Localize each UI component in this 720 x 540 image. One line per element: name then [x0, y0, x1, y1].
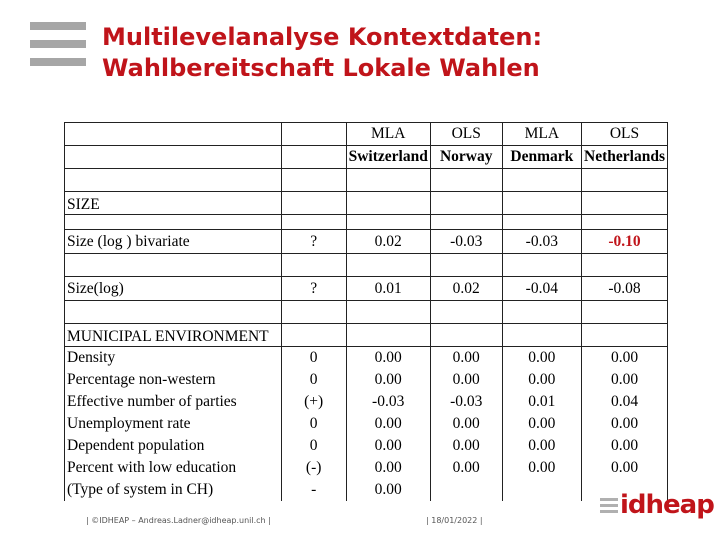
empty-cell: [281, 192, 346, 215]
row-label: Percentage non-western: [65, 369, 282, 391]
table-row: [65, 435, 668, 457]
table-cell: 0: [281, 369, 346, 391]
empty-cell: [65, 301, 282, 324]
empty-cell: [582, 192, 668, 215]
header-cell: Switzerland: [346, 146, 430, 169]
logo-bars-icon: [600, 498, 618, 516]
table-row: [65, 479, 668, 501]
row-label: Percent with low education: [65, 457, 282, 479]
table-cell: ?: [281, 277, 346, 301]
header-cell: [65, 146, 282, 169]
header-cell: Norway: [430, 146, 502, 169]
empty-cell: [430, 301, 502, 324]
empty-cell: [582, 301, 668, 324]
empty-cell: [582, 215, 668, 230]
table-row: [65, 254, 668, 277]
section-label: SIZE: [65, 192, 282, 215]
table-cell-highlight: -0.10: [582, 230, 668, 254]
table-cell: 0.00: [502, 435, 581, 457]
empty-cell: [281, 215, 346, 230]
table-cell: 0.00: [346, 435, 430, 457]
table-cell: 0.00: [582, 435, 668, 457]
header-cell: [65, 123, 282, 146]
empty-cell: [281, 169, 346, 192]
table-cell: 0.01: [502, 391, 581, 413]
table-cell: 0.00: [502, 347, 581, 370]
table-cell: (-): [281, 457, 346, 479]
row-label: Size (log ) bivariate: [65, 230, 282, 254]
row-label: (Type of system in CH): [65, 479, 282, 501]
table-cell: -0.04: [502, 277, 581, 301]
hamburger-icon[interactable]: [30, 22, 86, 74]
table-cell: 0.00: [346, 479, 430, 501]
empty-cell: [502, 192, 581, 215]
logo-text: idheap: [620, 490, 714, 520]
row-label: Density: [65, 347, 282, 370]
row-label: Unemployment rate: [65, 413, 282, 435]
table-row: [65, 169, 668, 192]
empty-cell: [346, 215, 430, 230]
table-row: [65, 369, 668, 391]
table-row: [65, 347, 668, 370]
table-cell: (+): [281, 391, 346, 413]
header-row-method: [65, 123, 668, 146]
header-row-country: [65, 146, 668, 169]
empty-cell: [502, 324, 581, 347]
idheap-logo: [600, 490, 714, 524]
table-cell: 0: [281, 413, 346, 435]
table-cell: 0.00: [582, 413, 668, 435]
table-cell: 0.01: [346, 277, 430, 301]
table-cell: -0.03: [430, 391, 502, 413]
header-cell: OLS: [582, 123, 668, 146]
empty-cell: [430, 254, 502, 277]
table-cell: ?: [281, 230, 346, 254]
table-cell: 0.00: [502, 457, 581, 479]
empty-cell: [346, 301, 430, 324]
table-row: [65, 301, 668, 324]
results-table-container: [64, 122, 668, 514]
table-cell: [502, 479, 581, 501]
empty-cell: [65, 254, 282, 277]
section-row-municipal: [65, 324, 668, 347]
slide-title: [102, 22, 702, 84]
empty-cell: [502, 169, 581, 192]
table-cell: 0.00: [502, 369, 581, 391]
header-cell: Netherlands: [582, 146, 668, 169]
results-table: [64, 122, 668, 501]
table-cell: 0.00: [502, 413, 581, 435]
table-row: [65, 391, 668, 413]
slide-title-line1: Multilevelanalyse Kontextdaten:: [102, 23, 543, 51]
table-cell: 0.02: [346, 230, 430, 254]
empty-cell: [346, 169, 430, 192]
empty-cell: [281, 301, 346, 324]
empty-cell: [346, 324, 430, 347]
empty-cell: [281, 254, 346, 277]
empty-cell: [582, 324, 668, 347]
section-row-size: [65, 192, 668, 215]
section-label: MUNICIPAL ENVIRONMENT: [65, 324, 282, 347]
empty-cell: [582, 169, 668, 192]
row-label: Dependent population: [65, 435, 282, 457]
hamburger-bar: [30, 58, 86, 66]
empty-cell: [430, 169, 502, 192]
table-cell: -0.03: [346, 391, 430, 413]
empty-cell: [502, 301, 581, 324]
table-row: [65, 230, 668, 254]
table-cell: 0: [281, 347, 346, 370]
empty-cell: [346, 254, 430, 277]
table-cell: -: [281, 479, 346, 501]
table-cell: 0.00: [346, 369, 430, 391]
table-row: [65, 457, 668, 479]
table-row: [65, 277, 668, 301]
empty-cell: [430, 192, 502, 215]
table-cell: 0.00: [346, 457, 430, 479]
empty-cell: [430, 324, 502, 347]
table-cell: 0.04: [582, 391, 668, 413]
footer-date: | 18/01/2022 |: [426, 516, 483, 525]
header-cell: MLA: [346, 123, 430, 146]
table-cell: -0.08: [582, 277, 668, 301]
table-cell: 0.00: [430, 413, 502, 435]
empty-cell: [65, 215, 282, 230]
table-cell: 0.00: [582, 369, 668, 391]
empty-cell: [502, 254, 581, 277]
header-cell: Denmark: [502, 146, 581, 169]
table-cell: 0.02: [430, 277, 502, 301]
slide-title-line2: Wahlbereitschaft Lokale Wahlen: [102, 54, 540, 82]
empty-cell: [65, 169, 282, 192]
table-cell: 0.00: [430, 369, 502, 391]
table-cell: 0.00: [346, 347, 430, 370]
table-cell: 0.00: [430, 435, 502, 457]
table-cell: -0.03: [430, 230, 502, 254]
footer-copyright: | ©IDHEAP – Andreas.Ladner@idheap.unil.ch |: [86, 516, 271, 525]
table-row: [65, 215, 668, 230]
table-cell: 0.00: [430, 457, 502, 479]
table-cell: [430, 479, 502, 501]
empty-cell: [502, 215, 581, 230]
empty-cell: [346, 192, 430, 215]
table-cell: 0.00: [346, 413, 430, 435]
table-cell: -0.03: [502, 230, 581, 254]
header-cell: OLS: [430, 123, 502, 146]
table-cell: 0: [281, 435, 346, 457]
empty-cell: [430, 215, 502, 230]
table-row: [65, 413, 668, 435]
table-cell: 0.00: [582, 347, 668, 370]
hamburger-bar: [30, 40, 86, 48]
table-cell: 0.00: [430, 347, 502, 370]
hamburger-bar: [30, 22, 86, 30]
row-label: Effective number of parties: [65, 391, 282, 413]
empty-cell: [582, 254, 668, 277]
empty-cell: [281, 324, 346, 347]
header-cell: [281, 146, 346, 169]
table-cell: 0.00: [582, 457, 668, 479]
header-cell: MLA: [502, 123, 581, 146]
header-cell: [281, 123, 346, 146]
row-label: Size(log): [65, 277, 282, 301]
